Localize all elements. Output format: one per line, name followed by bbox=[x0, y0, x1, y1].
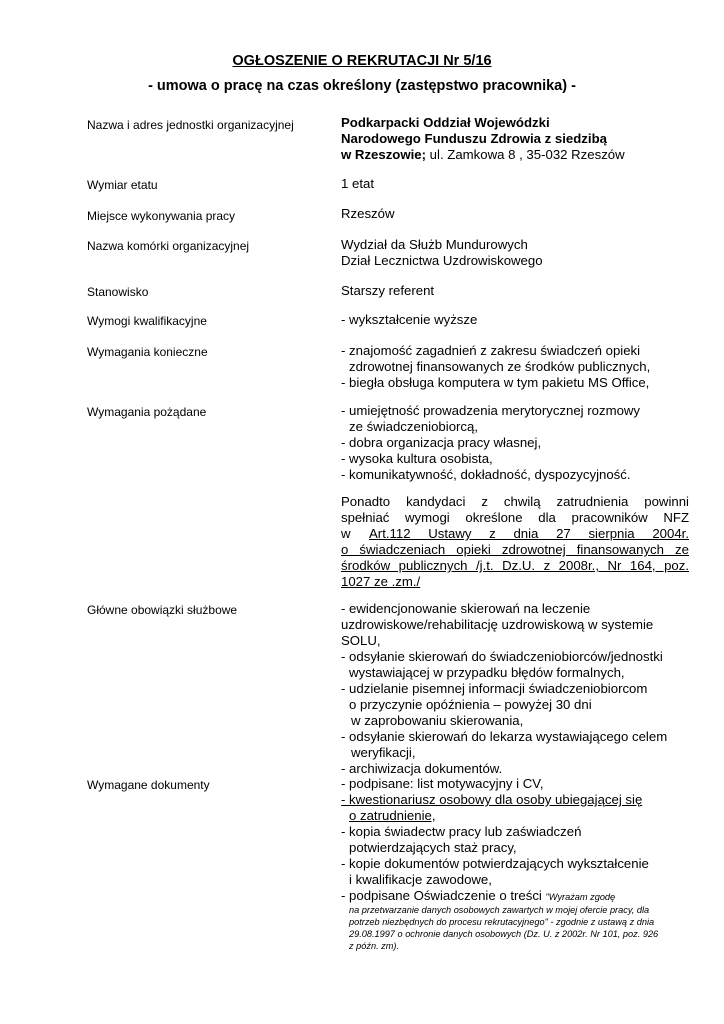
para-w: w bbox=[341, 526, 351, 541]
doc-line: i kwalifikacje zawodowe, bbox=[349, 872, 492, 887]
unit-address: ul. Zamkowa 8 , 35-032 Rzeszów bbox=[426, 147, 625, 162]
doc-statement-main: - podpisane Oświadczenie o treści bbox=[341, 888, 546, 903]
desired-line: ze świadczeniobiorcą, bbox=[349, 419, 479, 434]
label-required: Wymagania konieczne bbox=[87, 345, 208, 359]
duty-line: weryfikacji, bbox=[351, 745, 416, 760]
value-qualif: - wykształcenie wyższe bbox=[341, 312, 478, 327]
value-place: Rzeszów bbox=[341, 206, 395, 221]
duty-line: - archiwizacja dokumentów. bbox=[341, 761, 503, 776]
para-line: 1027 ze .zm./ bbox=[341, 574, 421, 589]
duty-line: - ewidencjonowanie skierowań na leczenie bbox=[341, 601, 591, 616]
doc-line: potwierdzających staż pracy, bbox=[349, 840, 517, 855]
duty-line: o przyczynie opóźnienia – powyżej 30 dni bbox=[349, 697, 592, 712]
duty-line: - udzielanie pisemnej informacji świadczeniobiorcom bbox=[341, 681, 648, 696]
unit-line-2: Narodowego Funduszu Zdrowia z siedzibą bbox=[341, 131, 607, 146]
desired-line: - komunikatywność, dokładność, dyspozycyjność. bbox=[341, 467, 631, 482]
para-line: środków publicznych /j.t. Dz.U. z 2008r., Nr 164, poz. bbox=[341, 558, 689, 573]
unit-city: w Rzeszowie; bbox=[341, 147, 427, 162]
doc-statement-quote: "Wyrażam zgodę bbox=[545, 892, 616, 902]
label-unit: Nazwa i adres jednostki organizacyjnej bbox=[87, 118, 294, 132]
statement-small-line: na przetwarzanie danych osobowych zawartych w mojej ofercie pracy, dla bbox=[349, 905, 650, 915]
required-line: zdrowotnej finansowanych ze środków publicznych, bbox=[349, 359, 651, 374]
duty-line: - odsyłanie skierowań do świadczeniobiorców/jednostki bbox=[341, 649, 663, 664]
desired-line: - umiejętność prowadzenia merytorycznej rozmowy bbox=[341, 403, 641, 418]
statement-small-line: potrzeb niezbędnych do procesu rekrutacyjnego" - zgodnie z ustawą z dnia bbox=[349, 917, 655, 927]
para-line: spełniać wymogi określone dla pracowników NFZ bbox=[341, 510, 689, 525]
label-etat: Wymiar etatu bbox=[87, 178, 158, 192]
doc-line: - podpisane: list motywacyjny i CV, bbox=[341, 776, 544, 791]
value-desired bbox=[341, 403, 691, 483]
label-duties: Główne obowiązki służbowe bbox=[87, 603, 238, 617]
value-documents bbox=[341, 776, 691, 952]
value-etat: 1 etat bbox=[341, 176, 374, 191]
value-duties bbox=[341, 601, 691, 777]
duty-line: SOLU, bbox=[341, 633, 381, 648]
cell-line-1: Wydział da Służb Mundurowych bbox=[341, 237, 528, 252]
required-line: - biegła obsługa komputera w tym pakietu MS Office, bbox=[341, 375, 650, 390]
label-desired: Wymagania pożądane bbox=[87, 405, 207, 419]
doc-line: o zatrudnienie, bbox=[349, 808, 436, 823]
required-line: - znajomość zagadnień z zakresu świadczeń opieki bbox=[341, 343, 641, 358]
label-documents: Wymagane dokumenty bbox=[87, 778, 210, 792]
doc-line: - kwestionariusz osobowy dla osoby ubiegającej się bbox=[341, 792, 643, 807]
label-place: Miejsce wykonywania pracy bbox=[87, 209, 236, 223]
label-qualif: Wymogi kwalifikacyjne bbox=[87, 314, 207, 328]
para-line: o świadczeniach opieki zdrowotnej finansowanych ze bbox=[341, 542, 689, 557]
statement-small-line: 29.08.1997 o ochronie danych osobowych (Dz. U. z 2002r. Nr 101, poz. 926 bbox=[349, 929, 659, 939]
desired-line: - wysoka kultura osobista, bbox=[341, 451, 493, 466]
doc-line: - kopie dokumentów potwierdzających wykształcenie bbox=[341, 856, 649, 871]
duty-line: w zaprobowaniu skierowania, bbox=[351, 713, 524, 728]
nfz-requirements-paragraph bbox=[341, 494, 689, 590]
para-line: Ponadto kandydaci z chwilą zatrudnienia powinni bbox=[341, 494, 689, 509]
value-required bbox=[341, 343, 691, 391]
unit-line-1: Podkarpacki Oddział Wojewódzki bbox=[341, 115, 550, 130]
duty-line: uzdrowiskowe/rehabilitację uzdrowiskową w systemie bbox=[341, 617, 654, 632]
act-link[interactable]: Art.112 Ustawy z dnia 27 sierpnia 2004r. bbox=[369, 526, 689, 541]
label-position: Stanowisko bbox=[87, 285, 149, 299]
label-cell: Nazwa komórki organizacyjnej bbox=[87, 239, 250, 253]
duty-line: wystawiającej w przypadku błędów formalnych, bbox=[349, 665, 625, 680]
value-position: Starszy referent bbox=[341, 283, 435, 298]
doc-line: - kopia świadectw pracy lub zaświadczeń bbox=[341, 824, 582, 839]
desired-line: - dobra organizacja pracy własnej, bbox=[341, 435, 542, 450]
value-cell bbox=[341, 237, 691, 269]
statement-small-line: z późn. zm). bbox=[349, 941, 400, 951]
page-title: OGŁOSZENIE O REKRUTACJI Nr 5/16 bbox=[232, 53, 492, 69]
duty-line: - odsyłanie skierowań do lekarza wystawiającego celem bbox=[341, 729, 668, 744]
value-unit bbox=[341, 115, 691, 163]
cell-line-2: Dział Lecznictwa Uzdrowiskowego bbox=[341, 253, 543, 268]
page-subtitle: - umowa o pracę na czas określony (zastępstwo pracownika) - bbox=[148, 78, 576, 94]
